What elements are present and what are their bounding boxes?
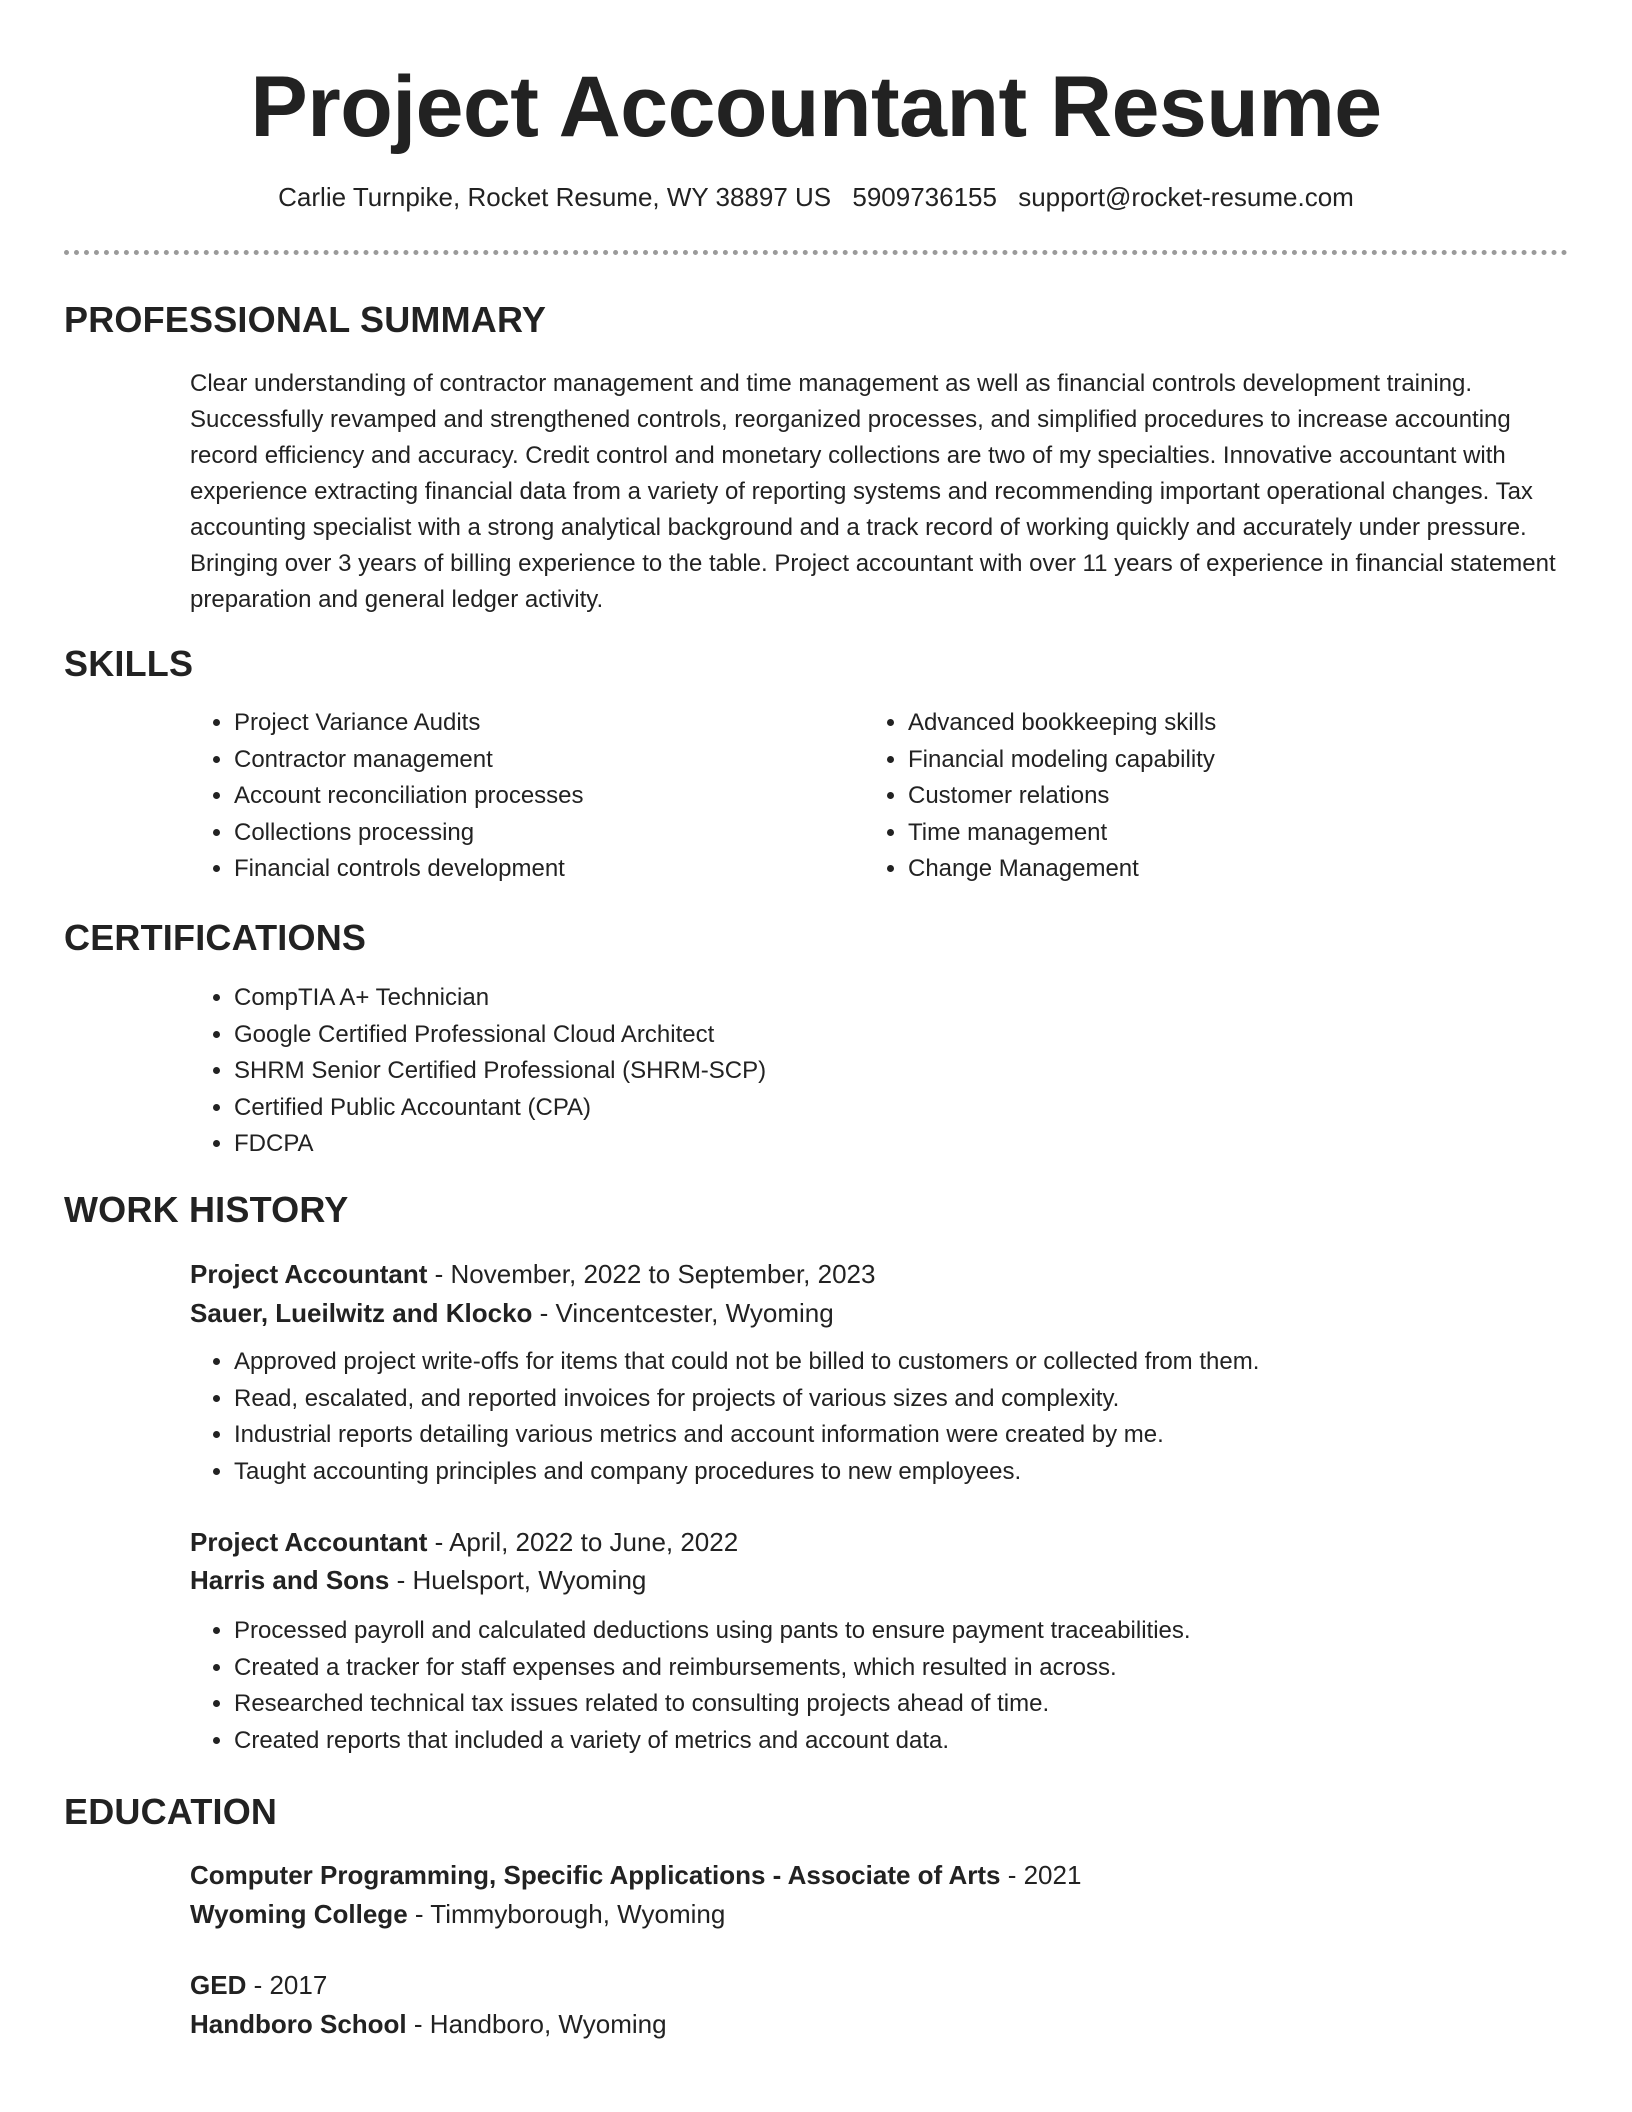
- list-item: • Created a tracker for staff expenses and reimbursements, which resulted in across.: [234, 1650, 1594, 1687]
- education-degree: Computer Programming, Specific Applications - Associate of Arts: [190, 1860, 1001, 1890]
- job-title: Project Accountant: [190, 1527, 428, 1557]
- education-location: - Timmyborough, Wyoming: [414, 1899, 726, 1929]
- certifications-list: [190, 980, 1534, 1163]
- list-item: • Advanced bookkeeping skills: [908, 705, 1528, 742]
- list-item: • Project Variance Audits: [234, 705, 854, 742]
- job-dates: - April, 2022 to June, 2022: [434, 1527, 739, 1557]
- education-school: Handboro School: [190, 2009, 407, 2039]
- education-1-degree-line: [190, 1856, 1081, 1894]
- contact-address: Carlie Turnpike, Rocket Resume, WY 38897 US: [278, 182, 832, 212]
- section-heading-work-history: WORK HISTORY: [64, 1189, 349, 1230]
- contact-phone: 5909736155: [852, 182, 997, 212]
- list-item: • Account reconciliation processes: [234, 778, 854, 815]
- list-item: • Industrial reports detailing various metrics and account information were created by me.: [234, 1417, 1594, 1454]
- list-item: • Read, escalated, and reported invoices for projects of various sizes and complexity.: [234, 1381, 1594, 1418]
- section-heading-education: EDUCATION: [64, 1791, 278, 1832]
- job-location: - Vincentcester, Wyoming: [539, 1298, 834, 1328]
- list-item: • Change Management: [908, 851, 1528, 888]
- list-item: • Customer relations: [908, 778, 1528, 815]
- header-divider: [64, 250, 1568, 255]
- list-item: • Financial modeling capability: [908, 742, 1528, 779]
- skills-list-left: [190, 705, 854, 888]
- list-item: • Created reports that included a variety of metrics and account data.: [234, 1723, 1594, 1760]
- education-location: - Handboro, Wyoming: [413, 2009, 667, 2039]
- contact-email: support@rocket-resume.com: [1018, 182, 1354, 212]
- education-school: Wyoming College: [190, 1899, 408, 1929]
- list-item: • Taught accounting principles and company procedures to new employees.: [234, 1454, 1594, 1491]
- contact-line: [0, 180, 1632, 214]
- job-company: Sauer, Lueilwitz and Klocko: [190, 1298, 533, 1328]
- resume-title: Project Accountant Resume: [250, 59, 1382, 155]
- summary-text: Clear understanding of contractor management and time management as well as financial controls development training. Successfully revamped and strengthened controls, reorganized processes, and simplified procedures to increase accounting record efficiency and accuracy. Credit control and monetary collections are two of my specialties. Innovative accountant with experience extracting financial data from a variety of reporting systems and recommending important operational changes. Tax accounting specialist with a strong analytical background and a track record of working quickly and accurately under pressure. Bringing over 3 years of billing experience to the table. Project accountant with over 11 years of experience in financial statement preparation and general ledger activity.: [190, 370, 1556, 613]
- job-1-title-line: [190, 1255, 875, 1293]
- education-2-degree-line: [190, 1966, 327, 2004]
- list-item: • Google Certified Professional Cloud Architect: [234, 1017, 1534, 1054]
- job-1-company-line: [190, 1294, 834, 1332]
- education-year: - 2017: [253, 1970, 328, 2000]
- section-heading-summary: PROFESSIONAL SUMMARY: [64, 299, 547, 340]
- list-item: • Certified Public Accountant (CPA): [234, 1090, 1534, 1127]
- list-item: • Financial controls development: [234, 851, 854, 888]
- skills-list-right: [864, 705, 1528, 888]
- section-heading-certifications: CERTIFICATIONS: [64, 917, 367, 958]
- job-dates: - November, 2022 to September, 2023: [434, 1259, 876, 1289]
- section-heading-skills: SKILLS: [64, 643, 194, 684]
- education-year: - 2021: [1007, 1860, 1082, 1890]
- job-2-title-line: [190, 1523, 738, 1561]
- list-item: • Processed payroll and calculated deductions using pants to ensure payment traceabilities.: [234, 1613, 1594, 1650]
- list-item: • Approved project write-offs for items that could not be billed to customers or collected from them.: [234, 1344, 1594, 1381]
- list-item: • CompTIA A+ Technician: [234, 980, 1534, 1017]
- list-item: • SHRM Senior Certified Professional (SHRM-SCP): [234, 1053, 1534, 1090]
- list-item: • Contractor management: [234, 742, 854, 779]
- job-2-company-line: [190, 1561, 646, 1599]
- list-item: • Researched technical tax issues related to consulting projects ahead of time.: [234, 1686, 1594, 1723]
- education-degree: GED: [190, 1970, 247, 2000]
- job-title: Project Accountant: [190, 1259, 428, 1289]
- job-1-bullets: [190, 1344, 1594, 1490]
- education-1-school-line: [190, 1895, 725, 1933]
- job-location: - Huelsport, Wyoming: [396, 1565, 647, 1595]
- job-company: Harris and Sons: [190, 1565, 390, 1595]
- list-item: • Collections processing: [234, 815, 854, 852]
- list-item: • Time management: [908, 815, 1528, 852]
- job-2-bullets: [190, 1613, 1594, 1759]
- education-2-school-line: [190, 2005, 667, 2043]
- list-item: • FDCPA: [234, 1126, 1534, 1163]
